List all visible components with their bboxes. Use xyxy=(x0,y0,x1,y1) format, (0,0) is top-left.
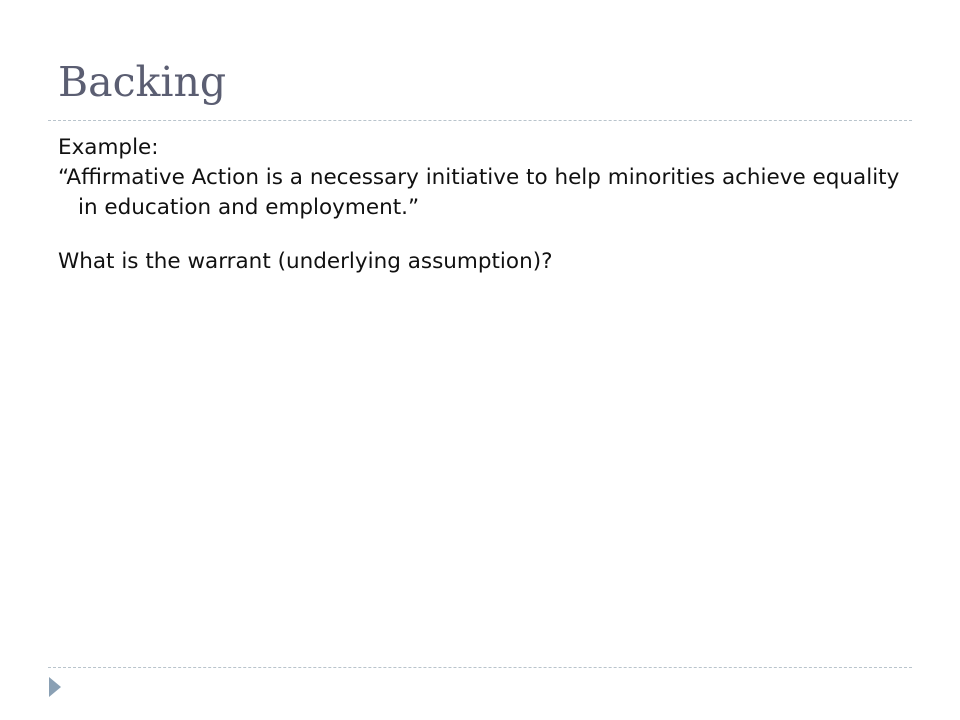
question-text: What is the warrant (underlying assumption)? xyxy=(58,249,553,274)
title-divider xyxy=(48,120,912,121)
slide-title: Backing xyxy=(58,58,227,106)
triangle-right-icon xyxy=(48,676,62,698)
quote-text: “Affirmative Action is a necessary initiative to help minorities achieve equality in education and employment.” xyxy=(58,165,900,220)
footer-divider xyxy=(48,667,912,668)
example-label: Example: xyxy=(58,135,159,160)
slide-body xyxy=(58,133,918,277)
